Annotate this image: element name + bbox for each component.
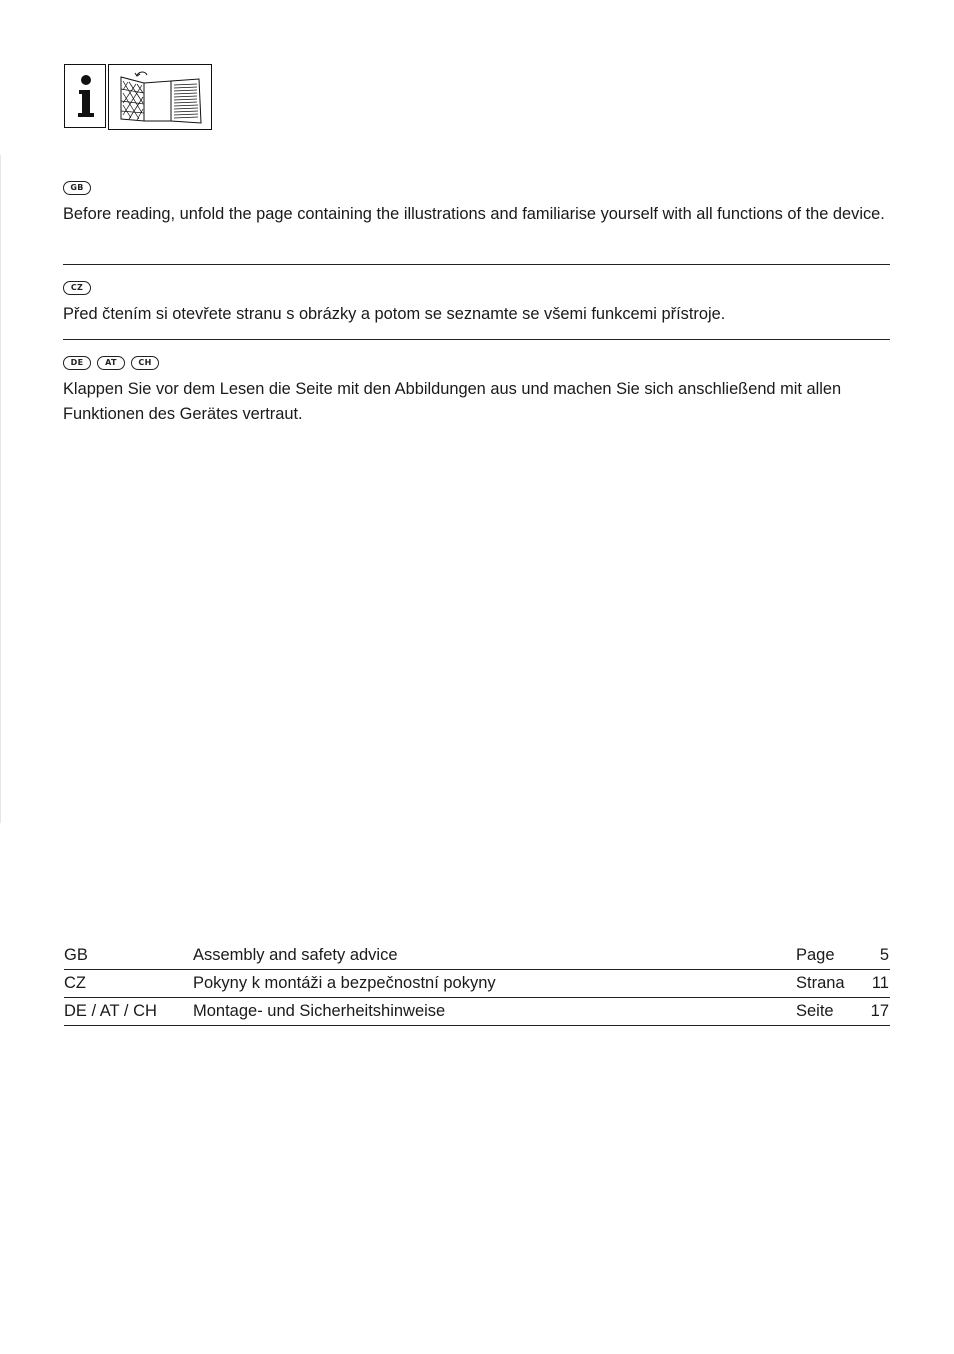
toc-page-label: Seite [796,1002,834,1020]
badge-gb: GB [63,181,91,195]
divider [63,339,890,340]
toc-page-label: Strana [796,974,845,992]
toc-page-number: 5 [879,946,889,964]
unfold-page-icon [108,64,212,130]
toc-language-code: CZ [64,974,86,992]
info-icon [64,64,106,128]
section-gb [63,180,893,227]
language-badges [63,280,893,296]
toc-row-cz[interactable] [64,970,890,998]
page-edge-line [0,155,1,823]
toc-title: Montage- und Sicherheitshinweise [193,1002,446,1020]
toc-language-code: GB [64,946,88,964]
toc-row-gb[interactable] [64,942,890,970]
instruction-text-gb: Before reading, unfold the page containing the illustrations and familiarise yourself with all functions of the device. [63,205,885,223]
badge-de: DE [63,356,91,370]
divider [63,264,890,265]
section-de-at-ch [63,355,893,427]
language-badges [63,180,893,196]
toc-language-code: DE / AT / CH [64,1002,157,1020]
toc-page-label: Page [796,946,835,964]
toc-title: Assembly and safety advice [193,946,398,964]
toc-title: Pokyny k montáži a bezpečnostní pokyny [193,974,496,992]
badge-ch: CH [131,356,159,370]
table-of-contents [64,942,890,1026]
section-cz [63,280,893,327]
toc-row-de-at-ch[interactable] [64,998,890,1026]
language-badges [63,355,893,371]
toc-page-number: 11 [871,974,889,992]
instruction-text-cz: Před čtením si otevřete stranu s obrázky a potom se seznamte se všemi funkcemi přístroje. [63,305,726,323]
instruction-text-de: Klappen Sie vor dem Lesen die Seite mit den Abbildungen aus und machen Sie sich anschließend mit allen Funktionen des Gerätes vertraut. [63,380,842,423]
badge-cz: CZ [63,281,91,295]
toc-page-number: 17 [870,1002,889,1020]
badge-at: AT [97,356,125,370]
